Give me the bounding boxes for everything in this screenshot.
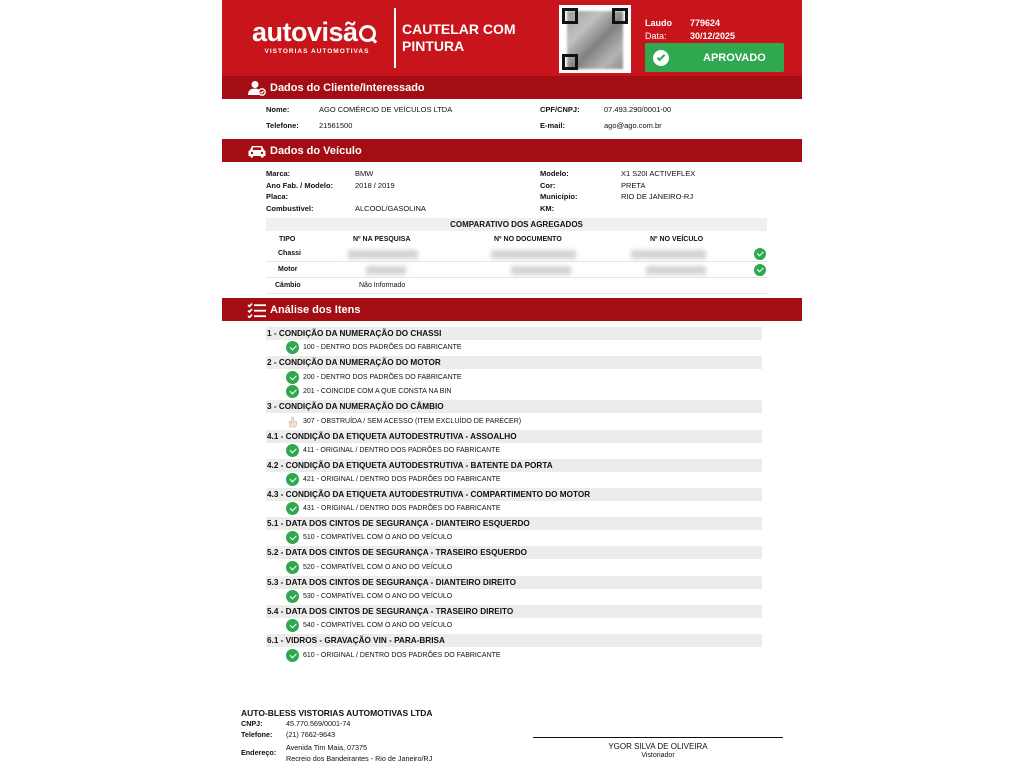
comparativo-tipo: Câmbio <box>275 282 301 289</box>
field-label: Placa: <box>266 192 289 201</box>
field-value: ago@ago.com.br <box>604 121 662 130</box>
comparativo-header-documento: Nº NO DOCUMENTO <box>494 236 562 243</box>
redacted-value <box>491 250 576 259</box>
result-text: 100 - DENTRO DOS PADRÕES DO FABRICANTE <box>303 344 462 351</box>
analise-item-title: 6.1 - VIDROS - GRAVAÇÃO VIN - PARA-BRISA <box>266 634 762 647</box>
field-label: Telefone: <box>266 121 299 130</box>
field-value: X1 S20I ACTIVEFLEX <box>621 169 696 178</box>
section-title: Dados do Cliente/Interessado <box>270 81 425 94</box>
result-text: 411 - ORIGINAL / DENTRO DOS PADRÕES DO FABRICANTE <box>303 447 501 454</box>
field-label: Ano Fab. / Modelo: <box>266 181 334 190</box>
user-icon <box>247 80 267 96</box>
check-circle-icon <box>286 371 299 384</box>
field-value: 2018 / 2019 <box>355 181 395 190</box>
result-text: 540 - COMPATÍVEL COM O ANO DO VEÍCULO <box>303 622 453 629</box>
section-cliente <box>222 76 802 99</box>
comparativo-header-tipo: TIPO <box>279 236 296 243</box>
field-label: Cor: <box>540 181 556 190</box>
date-row <box>645 31 735 41</box>
logo-text: autovisã <box>252 17 358 47</box>
field-value: ALCOOL/GASOLINA <box>355 204 426 213</box>
field-value: RIO DE JANEIRO-RJ <box>621 192 694 201</box>
report-header <box>222 0 802 77</box>
check-circle-icon <box>286 649 299 662</box>
check-circle-icon <box>286 590 299 603</box>
check-circle-icon <box>286 444 299 457</box>
result-text: 610 - ORIGINAL / DENTRO DOS PADRÕES DO FABRICANTE <box>303 652 501 659</box>
result-text: 520 - COMPATÍVEL COM O ANO DO VEÍCULO <box>303 564 453 571</box>
footer-label: Telefone: <box>241 730 273 739</box>
footer-value-line2: Recreio dos Bandeirantes - Rio de Janeiro/RJ <box>286 754 433 763</box>
qr-finder-icon <box>612 8 628 24</box>
section-title: Dados do Veículo <box>270 144 362 157</box>
comparativo-header-veiculo: Nº NO VEÍCULO <box>650 236 704 243</box>
section-veiculo <box>222 139 802 162</box>
check-circle-icon <box>286 502 299 515</box>
header-divider <box>394 8 396 68</box>
comparativo-pesquisa-value: Não Informado <box>359 282 406 289</box>
footer-value: 45.770.569/0001-74 <box>286 719 351 728</box>
check-circle-icon <box>286 619 299 632</box>
check-circle-icon <box>286 561 299 574</box>
field-value: 07.493.290/0001-00 <box>604 105 672 114</box>
laudo-value: 779624 <box>690 18 721 28</box>
field-label: Nome: <box>266 105 290 114</box>
section-title: Análise dos Itens <box>270 303 361 316</box>
section-analise <box>222 298 802 321</box>
footer-value-line1: Avenida Tim Maia, 07375 <box>286 743 367 752</box>
field-value: AGO COMÉRCIO DE VEÍCULOS LTDA <box>319 105 453 114</box>
redacted-value <box>646 266 706 275</box>
qr-finder-icon <box>562 8 578 24</box>
date-value: 30/12/2025 <box>690 31 736 41</box>
field-label: Modelo: <box>540 169 569 178</box>
result-text: 307 - OBSTRUÍDA / SEM ACESSO (ITEM EXCLUÍDO DE PARECER) <box>303 418 522 425</box>
car-icon <box>247 143 267 159</box>
field-label: Combustível: <box>266 204 314 213</box>
date-label: Data: <box>645 31 667 41</box>
analise-item-title: 5.1 - DATA DOS CINTOS DE SEGURANÇA - DIANTEIRO ESQUERDO <box>266 517 762 530</box>
analise-item-title: 5.3 - DATA DOS CINTOS DE SEGURANÇA - DIANTEIRO DIREITO <box>266 576 762 589</box>
field-label: E-mail: <box>540 121 566 130</box>
check-circle-icon <box>286 473 299 486</box>
laudo-row <box>645 18 720 28</box>
footer-value: (21) 7662-9643 <box>286 730 336 739</box>
field-value: 21561500 <box>319 121 353 130</box>
result-text: 421 - ORIGINAL / DENTRO DOS PADRÕES DO FABRICANTE <box>303 476 501 483</box>
document-title <box>402 21 532 55</box>
comparativo-header-pesquisa: Nº NA PESQUISA <box>353 236 411 243</box>
analise-item-title: 4.1 - CONDIÇÃO DA ETIQUETA AUTODESTRUTIVA - ASSOALHO <box>266 430 762 443</box>
analise-item-title: 5.2 - DATA DOS CINTOS DE SEGURANÇA - TRASEIRO ESQUERDO <box>266 546 762 559</box>
check-circle-icon <box>286 531 299 544</box>
laudo-label: Laudo <box>645 18 672 28</box>
comparativo-tipo: Motor <box>278 266 298 273</box>
redacted-value <box>348 250 418 259</box>
report-page <box>222 0 802 768</box>
footer-label: Endereço: <box>241 748 277 757</box>
signature-role: Vistoriador <box>641 752 675 759</box>
check-circle-icon <box>286 385 299 398</box>
field-value: BMW <box>355 169 374 178</box>
signature-name: YGOR SILVA DE OLIVEIRA <box>608 742 708 751</box>
result-text: 431 - ORIGINAL / DENTRO DOS PADRÕES DO FABRICANTE <box>303 505 501 512</box>
comparativo-tipo: Chassi <box>278 250 301 257</box>
status-badge <box>645 43 784 72</box>
qr-finder-icon <box>562 54 578 70</box>
logo-subtitle: VISTORIAS AUTOMOTIVAS <box>264 48 370 55</box>
redacted-value <box>511 266 571 275</box>
checklist-icon <box>247 302 267 318</box>
comparativo-row-motor <box>266 263 767 278</box>
field-value: PRETA <box>621 181 646 190</box>
comparativo-row-cambio <box>266 279 767 294</box>
document-title-line1: CAUTELAR COM <box>402 21 516 37</box>
field-label: Município: <box>540 192 578 201</box>
comparativo-title: COMPARATIVO DOS AGREGADOS <box>266 218 767 231</box>
hand-pointer-icon <box>286 415 299 428</box>
result-text: 200 - DENTRO DOS PADRÕES DO FABRICANTE <box>303 374 462 381</box>
document-title-line2: PINTURA <box>402 38 465 54</box>
analise-item-title: 4.3 - CONDIÇÃO DA ETIQUETA AUTODESTRUTIVA - COMPARTIMENTO DO MOTOR <box>266 488 762 501</box>
field-label: CPF/CNPJ: <box>540 105 580 114</box>
logo-wordmark <box>252 18 382 46</box>
signature-line <box>533 737 783 738</box>
check-circle-icon <box>653 50 669 66</box>
check-circle-icon <box>286 341 299 354</box>
analise-item-title: 5.4 - DATA DOS CINTOS DE SEGURANÇA - TRASEIRO DIREITO <box>266 605 762 618</box>
field-label: Marca: <box>266 169 291 178</box>
analise-item-title: 3 - CONDIÇÃO DA NUMERAÇÃO DO CÂMBIO <box>266 400 762 413</box>
check-circle-icon <box>754 264 766 276</box>
comparativo-row-chassi <box>266 247 767 262</box>
analise-item-title: 4.2 - CONDIÇÃO DA ETIQUETA AUTODESTRUTIVA - BATENTE DA PORTA <box>266 459 762 472</box>
logo-o-magnifier-icon <box>359 25 376 42</box>
result-text: 530 - COMPATÍVEL COM O ANO DO VEÍCULO <box>303 593 453 600</box>
status-text: APROVADO <box>703 51 766 64</box>
result-text: 510 - COMPATÍVEL COM O ANO DO VEÍCULO <box>303 534 453 541</box>
company-logo <box>252 18 382 58</box>
footer-label: CNPJ: <box>241 719 263 728</box>
redacted-value <box>366 266 406 275</box>
redacted-value <box>631 250 706 259</box>
footer-company-name: AUTO-BLESS VISTORIAS AUTOMOTIVAS LTDA <box>241 708 433 718</box>
qr-code-icon <box>559 5 631 73</box>
analise-item-title: 2 - CONDIÇÃO DA NUMERAÇÃO DO MOTOR <box>266 356 762 369</box>
check-circle-icon <box>754 248 766 260</box>
field-label: KM: <box>540 204 555 213</box>
result-text: 201 - COINCIDE COM A QUE CONSTA NA BIN <box>303 388 452 395</box>
analise-item-title: 1 - CONDIÇÃO DA NUMERAÇÃO DO CHASSI <box>266 327 762 340</box>
